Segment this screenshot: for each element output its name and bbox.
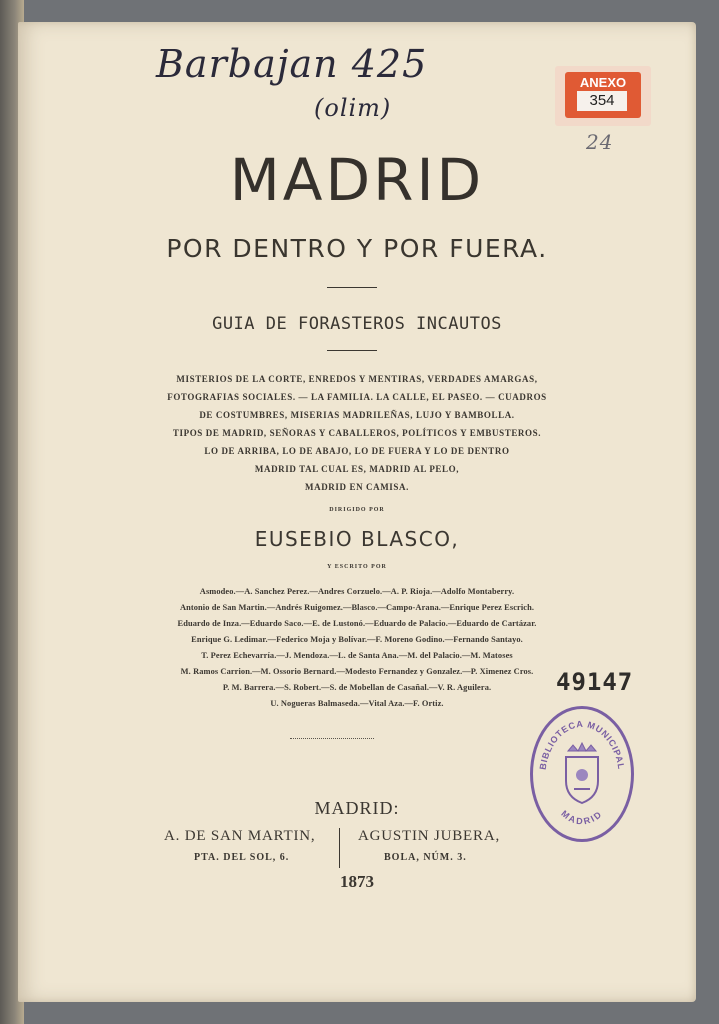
handwritten-shelfmark: Barbajan 425 <box>156 42 428 86</box>
author-name: EUSEBIO BLASCO, <box>254 527 460 551</box>
imprint-city: MADRID: <box>314 798 400 818</box>
directed-by: DIRIGIDO POR <box>329 507 385 513</box>
address-right: BOLA, NÚM. 3. <box>384 852 467 863</box>
topic-line: FOTOGRAFIAS SOCIALES. — LA FAMILIA. LA CALLE, EL PASEO. — CUADROS <box>167 392 547 402</box>
collaborators-line: P. M. Barrera.—S. Robert.—S. de Mobellan de Casañal.—V. R. Aguilera. <box>222 683 492 692</box>
collaborators-line: Enrique G. Ledimar.—Federico Moja y Bolívar.—F. Moreno Godino.—Fernando Santayo. <box>191 635 523 644</box>
address-left: PTA. DEL SOL, 6. <box>194 852 290 863</box>
handwritten-number: 24 <box>586 130 614 154</box>
written-by: Y ESCRITO POR <box>327 564 387 570</box>
topic-line: MISTERIOS DE LA CORTE, ENREDOS Y MENTIRAS, VERDADES AMARGAS, <box>176 374 538 384</box>
title-page <box>18 22 696 1002</box>
collaborators-line: Eduardo de Inza.—Eduardo Saco.—E. de Lustonó.—Eduardo de Palacio.—Eduardo de Cartázar. <box>177 619 537 628</box>
ornament-divider <box>290 738 374 739</box>
anexo-label <box>555 66 651 126</box>
publisher-right: AGUSTIN JUBERA, <box>358 828 501 844</box>
library-stamp-graphic <box>533 709 631 839</box>
topic-line: LO DE ARRIBA, LO DE ABAJO, LO DE FUERA Y LO DE DENTRO <box>204 446 510 456</box>
topic-line: DE COSTUMBRES, MISERIAS MADRILEÑAS, LUJO Y BAMBOLLA. <box>199 410 515 420</box>
imprint-separator <box>339 828 340 868</box>
collaborators-line: U. Nogueras Balmaseda.—Vital Aza.—F. Ortiz. <box>270 699 444 708</box>
imprint-year: 1873 <box>340 872 374 891</box>
guide-divider <box>327 350 377 351</box>
handwritten-olim: (olim) <box>314 94 392 122</box>
library-stamp <box>530 706 634 842</box>
collaborators-line: Antonio de San Martin.—Andrés Ruigomez.—Blasco.—Campo-Arana.—Enrique Perez Escrich. <box>179 603 535 612</box>
collaborators-line: M. Ramos Carrion.—M. Ossorio Bernard.—Modesto Fernandez y Gonzalez.—P. Ximenez Cros. <box>180 667 534 676</box>
topic-line: TIPOS DE MADRID, SEÑORAS Y CABALLEROS, POLÍTICOS Y EMBUSTEROS. <box>172 428 542 438</box>
collaborators-line: Asmodeo.—A. Sanchez Perez.—Andres Corzuelo.—A. P. Rioja.—Adolfo Montaberry. <box>199 587 515 596</box>
anexo-label-number: 354 <box>577 91 627 111</box>
book-title: MADRID <box>229 146 485 214</box>
topic-line: MADRID TAL CUAL ES, MADRID AL PELO, <box>254 464 460 474</box>
book-subtitle: POR DENTRO Y POR FUERA. <box>166 234 548 263</box>
publisher-left: A. DE SAN MARTIN, <box>164 828 316 844</box>
guide-title: GUIA DE FORASTEROS INCAUTOS <box>212 314 502 334</box>
topic-line: MADRID EN CAMISA. <box>305 482 409 492</box>
accession-number: 49147 <box>556 668 634 696</box>
collaborators-line: T. Perez Echevarría.—J. Mendoza.—L. de Santa Ana.—M. del Palacio.—M. Matoses <box>201 651 513 660</box>
stamp-text: BIBLIOTECA MUNICIPAL <box>537 718 627 771</box>
coat-of-arms-icon <box>566 743 598 803</box>
stamp-city: MADRID <box>559 808 605 827</box>
title-divider <box>327 287 377 288</box>
anexo-label-title: ANEXO <box>579 75 627 90</box>
